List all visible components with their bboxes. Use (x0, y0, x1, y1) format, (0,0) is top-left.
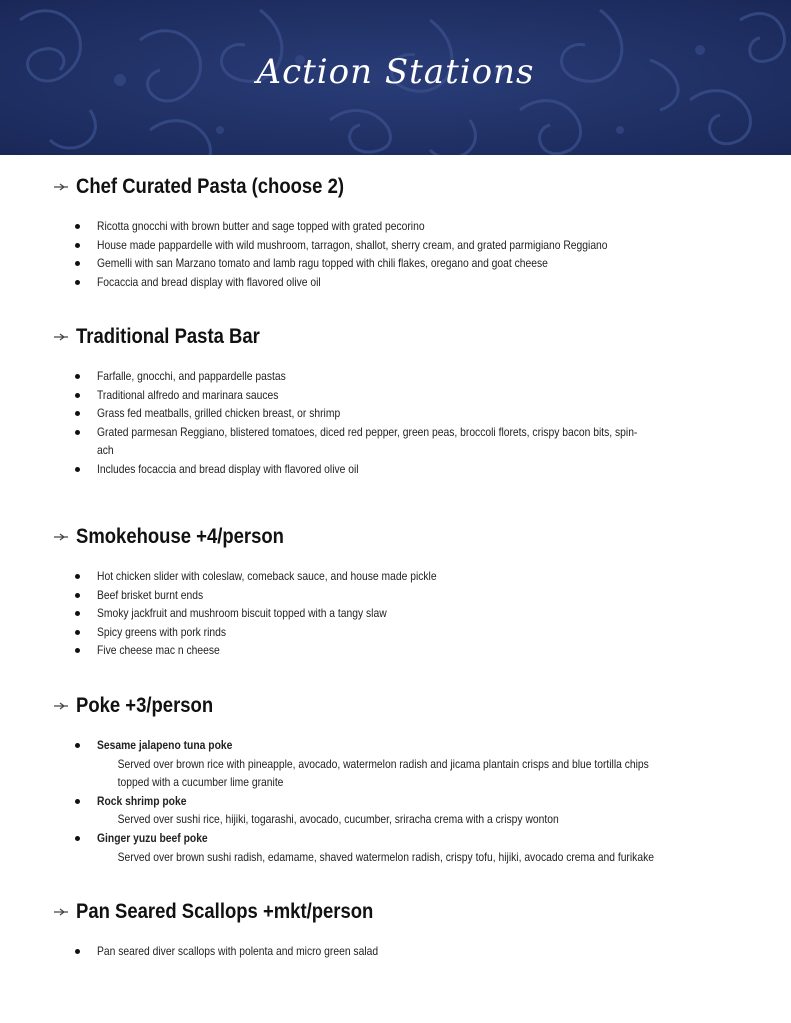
fleuron-icon (54, 701, 68, 711)
header-banner (0, 0, 791, 155)
list-item: Gemelli with san Marzano tomato and lamb ragu topped with chili flakes, oregano and goat cheese (71, 254, 791, 273)
list-item (71, 736, 791, 792)
poke-description: Served over sushi rice, hijiki, togarashi, avocado, cucumber, sriracha crema with a crispy wonton (117, 812, 559, 827)
list-item: Ricotta gnocchi with brown butter and sage topped with grated pecorino (71, 217, 791, 236)
fleuron-icon (54, 907, 68, 917)
poke-description: Served over brown rice with pineapple, avocado, watermelon radish and jicama plantain crisps and blue tortilla chips (117, 756, 649, 771)
list-item: Pan seared diver scallops with polenta and micro green salad (71, 942, 791, 961)
poke-name: Sesame jalapeno tuna poke (97, 738, 233, 752)
fleuron-icon (54, 532, 68, 542)
list-item: Spicy greens with pork rinds (71, 623, 791, 642)
list-item: Grass fed meatballs, grilled chicken breast, or shrimp (71, 404, 791, 423)
list-item: Five cheese mac n cheese (71, 641, 791, 660)
section-title: Pan Seared Scallops +mkt/person (76, 900, 374, 923)
poke-name: Rock shrimp poke (97, 793, 187, 808)
fleuron-icon (54, 182, 68, 192)
poke-description: topped with a cucumber lime granite (117, 775, 284, 790)
list-item: Focaccia and bread display with flavored olive oil (71, 273, 791, 292)
list-item: Hot chicken slider with coleslaw, comeback sauce, and house made pickle (71, 567, 791, 586)
fleuron-icon (54, 332, 68, 342)
list-item: Farfalle, gnocchi, and pappardelle pastas (71, 367, 791, 386)
list-item (71, 792, 791, 829)
list-item: Grated parmesan Reggiano, blistered tomatoes, diced red pepper, green peas, broccoli florets, crispy bacon bits, spin- ach (71, 423, 791, 460)
section-title: Smokehouse +4/person (76, 525, 284, 548)
list-item (71, 829, 791, 866)
section-poke (54, 692, 754, 864)
section-pan-seared-scallops (54, 898, 754, 958)
list-item: House made pappardelle with wild mushroom, tarragon, shallot, sherry cream, and grated parmigiano Reggiano (71, 236, 791, 255)
page-title: Action Stations (256, 52, 535, 92)
list-item: Traditional alfredo and marinara sauces (71, 386, 791, 405)
section-title: Poke +3/person (76, 694, 214, 717)
section-smokehouse (54, 523, 754, 658)
section-title: Chef Curated Pasta (choose 2) (76, 175, 345, 198)
section-title: Traditional Pasta Bar (76, 325, 260, 348)
section-chef-curated-pasta (54, 173, 754, 289)
list-item: Smoky jackfruit and mushroom biscuit topped with a tangy slaw (71, 604, 791, 623)
poke-name: Ginger yuzu beef poke (97, 830, 208, 845)
poke-description: Served over brown sushi radish, edamame, shaved watermelon radish, crispy tofu, hijiki, avocado crema and furikake (117, 849, 654, 864)
section-traditional-pasta-bar (54, 323, 754, 476)
list-item: Includes focaccia and bread display with flavored olive oil (71, 460, 791, 479)
list-item: Beef brisket burnt ends (71, 586, 791, 605)
